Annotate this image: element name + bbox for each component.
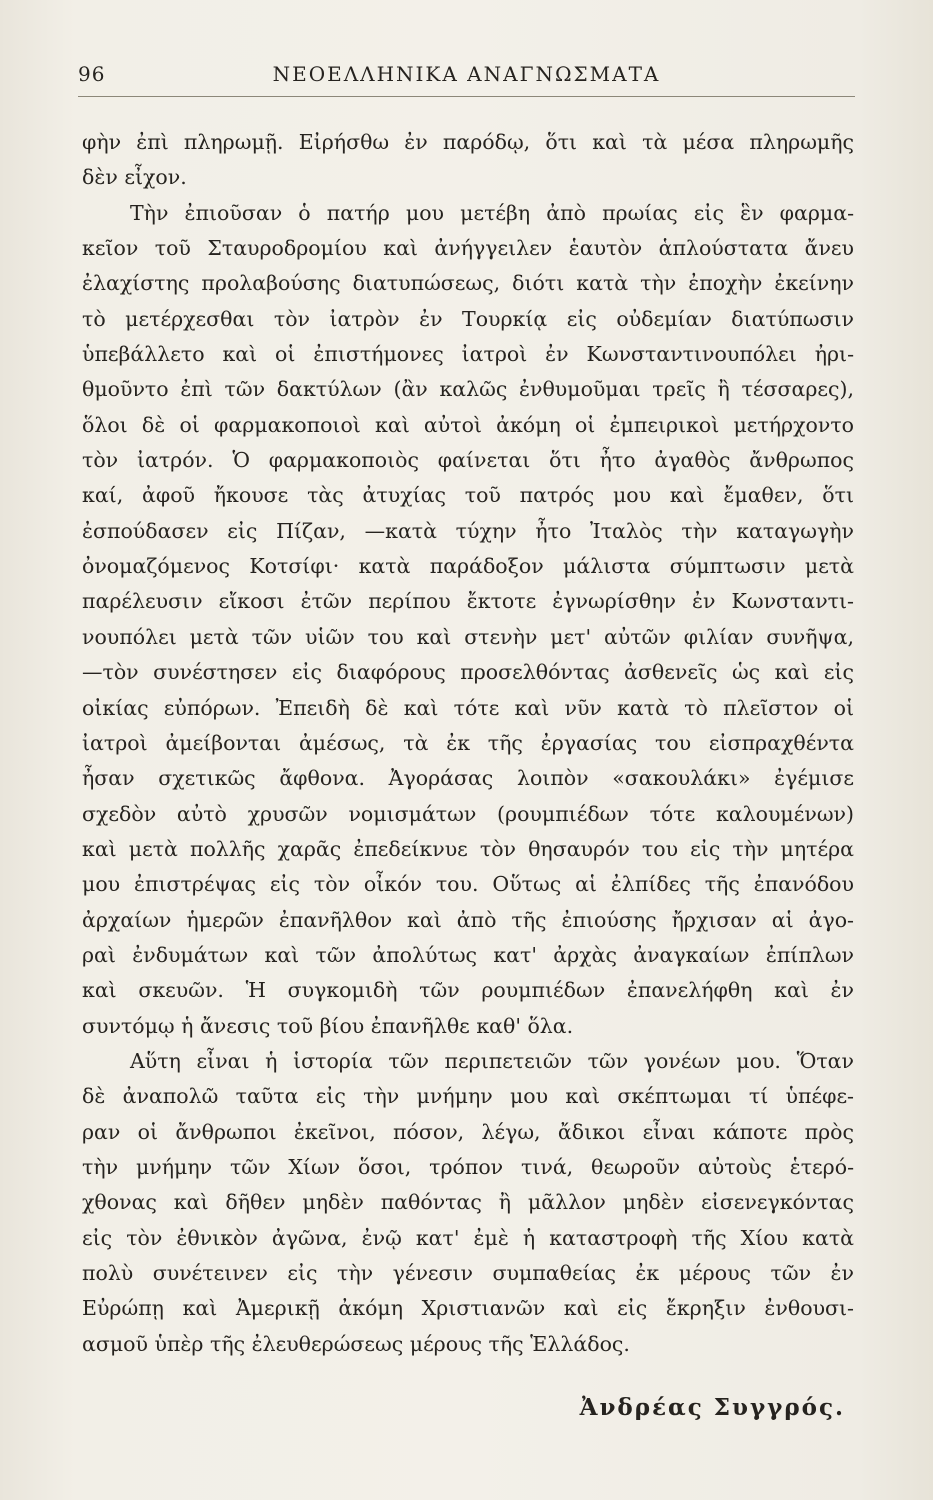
text-line: Τὴν ἐπιοῦσαν ὁ πατήρ μου μετέβη ἀπὸ πρωίας εἰς ἓν φαρμα- (130, 200, 854, 225)
text-line: παρέλευσιν εἴκοσι ἐτῶν περίπου ἔκτοτε ἐγνωρίσθην ἐν Κωνσταντι- (82, 589, 854, 614)
body-text (82, 125, 854, 1362)
text-line: κεῖον τοῦ Σταυροδρομίου καὶ ἀνήγγειλεν ἑαυτὸν ἁπλούστατα ἄνευ (82, 236, 854, 261)
text-line: ραὶ ἐνδυμάτων καὶ τῶν ἀπολύτως κατ' ἀρχὰς ἀναγκαίων ἐπίπλων (82, 942, 854, 967)
text-line: ασμοῦ ὑπὲρ τῆς ἐλευθερώσεως μέρους τῆς Ἑλλάδος. (82, 1331, 630, 1356)
text-line: —τὸν συνέστησεν εἰς διαφόρους προσελθόντας ἀσθενεῖς ὡς καὶ εἰς (82, 660, 854, 685)
text-line: οἰκίας εὐπόρων. Ἐπειδὴ δὲ καὶ τότε καὶ νῦν κατὰ τὸ πλεῖστον οἱ (82, 695, 854, 720)
text-line: ἰατροὶ ἀμείβονται ἀμέσως, τὰ ἐκ τῆς ἐργασίας του εἰσπραχθέντα (82, 730, 854, 755)
text-line: Εὐρώπῃ καὶ Ἀμερικῇ ἀκόμη Χριστιανῶν καὶ εἰς ἔκρηξιν ἐνθουσι- (82, 1296, 854, 1321)
text-line: τὸν ἰατρόν. Ὁ φαρμακοποιὸς φαίνεται ὅτι ἦτο ἀγαθὸς ἄνθρωπος (82, 448, 854, 473)
page-number: 96 (78, 62, 106, 86)
text-line: τὸ μετέρχεσθαι τὸν ἰατρὸν ἐν Τουρκίᾳ εἰς οὐδεμίαν διατύπωσιν (82, 306, 854, 331)
text-line: δὲν εἶχον. (82, 165, 187, 190)
text-line: ἦσαν σχετικῶς ἄφθονα. Ἀγοράσας λοιπὸν «σακουλάκι» ἐγέμισε (82, 766, 854, 791)
text-line: ἐσπούδασεν εἰς Πίζαν, —κατὰ τύχην ἦτο Ἰταλὸς τὴν καταγωγὴν (82, 518, 854, 543)
text-line: ὀνομαζόμενος Κοτσίφι· κατὰ παράδοξον μάλιστα σύμπτωσιν μετὰ (82, 554, 854, 579)
page-header (78, 56, 855, 97)
running-title: ΝΕΟΕΛΛΗΝΙΚΑ ΑΝΑΓΝΩΣΜΑΤΑ (272, 62, 661, 86)
text-line: εἰς τὸν ἐθνικὸν ἀγῶνα, ἐνῷ κατ' ἐμὲ ἡ καταστροφὴ τῆς Χίου κατὰ (82, 1225, 854, 1250)
text-line: πολὺ συνέτεινεν εἰς τὴν γένεσιν συμπαθείας ἐκ μέρους τῶν ἐν (82, 1261, 854, 1285)
text-line: καί, ἀφοῦ ἤκουσε τὰς ἀτυχίας τοῦ πατρός μου καὶ ἔμαθεν, ὅτι (82, 483, 854, 508)
text-line: μου ἐπιστρέψας εἰς τὸν οἶκόν του. Οὕτως αἱ ἐλπίδες τῆς ἐπανόδου (82, 872, 854, 897)
text-line: καὶ σκευῶν. Ἡ συγκομιδὴ τῶν ρουμπιέδων ἐπανελήφθη καὶ ἐν (82, 978, 854, 1003)
text-line: τὴν μνήμην τῶν Χίων ὅσοι, τρόπον τινά, θεωροῦν αὐτοὺς ἑτερό- (82, 1154, 854, 1179)
text-line: σχεδὸν αὐτὸ χρυσῶν νομισμάτων (ρουμπιέδων τότε καλουμένων) (82, 801, 854, 826)
text-line: ραν οἱ ἄνθρωποι ἐκεῖνοι, πόσον, λέγω, ἄδικοι εἶναι κάποτε πρὸς (82, 1119, 854, 1144)
text-line: δὲ ἀναπολῶ ταῦτα εἰς τὴν μνήμην μου καὶ σκέπτωμαι τί ὑπέφε- (82, 1084, 854, 1109)
text-line: ἀρχαίων ἡμερῶν ἐπανῆλθον καὶ ἀπὸ τῆς ἐπιούσης ἤρχισαν αἱ ἀγο- (82, 907, 854, 932)
author-signature: Ἀνδρέας Συγγρός. (579, 1394, 845, 1421)
text-line: ἐλαχίστης προλαβούσης διατυπώσεως, διότι κατὰ τὴν ἐποχὴν ἐκείνην (82, 271, 854, 296)
text-line: νουπόλει μετὰ τῶν υἱῶν του καὶ στενὴν μετ' αὐτῶν φιλίαν συνῆψα, (82, 624, 854, 649)
text-line: χθονας καὶ δῆθεν μηδὲν παθόντας ἢ μᾶλλον μηδὲν εἰσενεγκόντας (82, 1190, 854, 1215)
text-line: Αὕτη εἶναι ἡ ἱστορία τῶν περιπετειῶν τῶν γονέων μου. Ὅταν (130, 1048, 854, 1073)
text-line: ὑπεβάλλετο καὶ οἱ ἐπιστήμονες ἰατροὶ ἐν Κωνσταντινουπόλει ἠρι- (82, 342, 854, 367)
text-line: θμοῦντο ἐπὶ τῶν δακτύλων (ἂν καλῶς ἐνθυμοῦμαι τρεῖς ἢ τέσσαρες), (82, 377, 854, 402)
text-line: καὶ μετὰ πολλῆς χαρᾶς ἐπεδείκνυε τὸν θησαυρόν του εἰς τὴν μητέρα (82, 836, 854, 861)
text-line: ὅλοι δὲ οἱ φαρμακοποιοὶ καὶ αὐτοὶ ἀκόμη οἱ ἐμπειρικοὶ μετήρχοντο (82, 412, 854, 437)
text-line: φὴν ἐπὶ πληρωμῇ. Εἰρήσθω ἐν παρόδῳ, ὅτι καὶ τὰ μέσα πληρωμῆς (82, 130, 854, 154)
text-line: συντόμῳ ἡ ἄνεσις τοῦ βίου ἐπανῆλθε καθ' ὅλα. (82, 1013, 574, 1038)
